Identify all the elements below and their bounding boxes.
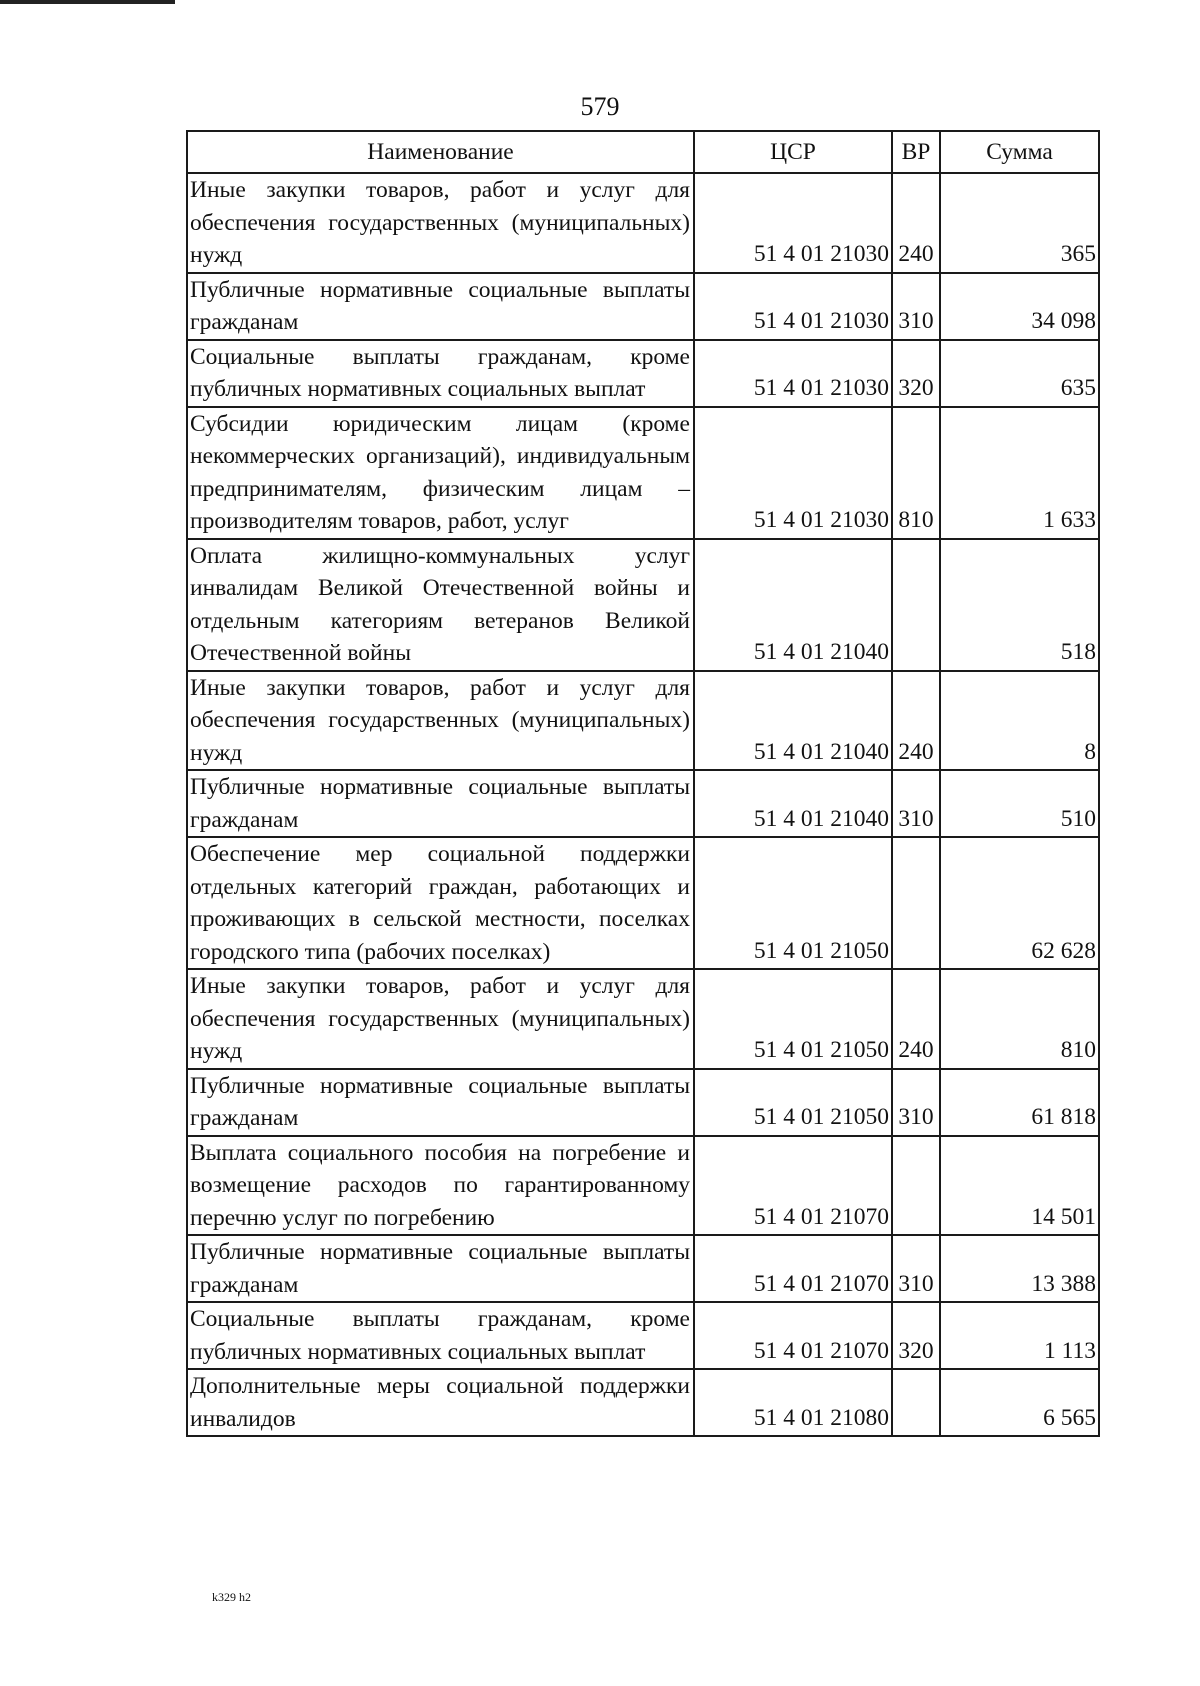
row-vr: 810 — [892, 407, 940, 539]
table-row — [187, 539, 1099, 671]
row-sum: 34 098 — [940, 273, 1099, 340]
header-vr: ВР — [892, 131, 940, 173]
row-vr — [892, 837, 940, 969]
table-row — [187, 273, 1099, 340]
row-csr: 51 4 01 21030 — [694, 273, 892, 340]
header-csr: ЦСР — [694, 131, 892, 173]
row-name: Дополнительные меры социальной поддержки инвалидов — [187, 1369, 694, 1436]
row-sum: 61 818 — [940, 1069, 1099, 1136]
row-sum: 8 — [940, 671, 1099, 771]
row-name: Публичные нормативные социальные выплаты гражданам — [187, 1069, 694, 1136]
row-sum: 62 628 — [940, 837, 1099, 969]
row-name: Выплата социального пособия на погребение и возмещение расходов по гарантированному перечню услуг по погребению — [187, 1136, 694, 1236]
row-csr: 51 4 01 21050 — [694, 1069, 892, 1136]
row-name: Публичные нормативные социальные выплаты гражданам — [187, 1235, 694, 1302]
row-sum: 365 — [940, 173, 1099, 273]
row-csr: 51 4 01 21040 — [694, 539, 892, 671]
header-name: Наименование — [187, 131, 694, 173]
scan-edge-line — [0, 0, 175, 4]
document-code: k329 h2 — [212, 1590, 251, 1604]
row-vr — [892, 539, 940, 671]
row-csr: 51 4 01 21070 — [694, 1136, 892, 1236]
row-sum: 6 565 — [940, 1369, 1099, 1436]
row-vr: 240 — [892, 173, 940, 273]
row-vr: 310 — [892, 1235, 940, 1302]
table-body — [187, 173, 1099, 1436]
row-sum: 13 388 — [940, 1235, 1099, 1302]
row-name: Публичные нормативные социальные выплаты гражданам — [187, 770, 694, 837]
row-sum: 810 — [940, 969, 1099, 1069]
row-name: Иные закупки товаров, работ и услуг для обеспечения государственных (муниципальных) нужд — [187, 969, 694, 1069]
table-row — [187, 1235, 1099, 1302]
table-row — [187, 671, 1099, 771]
row-name: Публичные нормативные социальные выплаты гражданам — [187, 273, 694, 340]
row-sum: 510 — [940, 770, 1099, 837]
table-row — [187, 1302, 1099, 1369]
header-row — [187, 131, 1099, 173]
table-row — [187, 1136, 1099, 1236]
row-sum: 518 — [940, 539, 1099, 671]
page-number: 579 — [580, 92, 620, 121]
row-csr: 51 4 01 21040 — [694, 770, 892, 837]
row-vr: 310 — [892, 273, 940, 340]
row-sum: 635 — [940, 340, 1099, 407]
row-csr: 51 4 01 21050 — [694, 969, 892, 1069]
row-csr: 51 4 01 21030 — [694, 340, 892, 407]
table-row — [187, 173, 1099, 273]
row-name: Обеспечение мер социальной поддержки отдельных категорий граждан, работающих и проживающих в сельской местности, поселках городского типа (рабочих поселках) — [187, 837, 694, 969]
table-row — [187, 969, 1099, 1069]
row-csr: 51 4 01 21040 — [694, 671, 892, 771]
row-sum: 14 501 — [940, 1136, 1099, 1236]
table-row — [187, 340, 1099, 407]
row-csr: 51 4 01 21070 — [694, 1235, 892, 1302]
row-vr: 240 — [892, 671, 940, 771]
budget-table — [186, 130, 1100, 1437]
table-header — [187, 131, 1099, 173]
row-name: Социальные выплаты гражданам, кроме публичных нормативных социальных выплат — [187, 340, 694, 407]
table-row — [187, 1069, 1099, 1136]
row-sum: 1 633 — [940, 407, 1099, 539]
row-csr: 51 4 01 21050 — [694, 837, 892, 969]
row-vr — [892, 1136, 940, 1236]
row-name: Оплата жилищно-коммунальных услуг инвалидам Великой Отечественной войны и отдельным категориям ветеранов Великой Отечественной войны — [187, 539, 694, 671]
table-row — [187, 770, 1099, 837]
row-vr: 240 — [892, 969, 940, 1069]
header-sum: Сумма — [940, 131, 1099, 173]
row-vr: 320 — [892, 1302, 940, 1369]
table-row — [187, 837, 1099, 969]
row-vr: 310 — [892, 1069, 940, 1136]
table-row — [187, 1369, 1099, 1436]
row-name: Социальные выплаты гражданам, кроме публичных нормативных социальных выплат — [187, 1302, 694, 1369]
row-name: Субсидии юридическим лицам (кроме некоммерческих организаций), индивидуальным предпринимателям, физическим лицам – производителям товаров, работ, услуг — [187, 407, 694, 539]
row-vr — [892, 1369, 940, 1436]
table-row — [187, 407, 1099, 539]
row-vr: 310 — [892, 770, 940, 837]
row-vr: 320 — [892, 340, 940, 407]
row-csr: 51 4 01 21070 — [694, 1302, 892, 1369]
row-csr: 51 4 01 21080 — [694, 1369, 892, 1436]
row-name: Иные закупки товаров, работ и услуг для обеспечения государственных (муниципальных) нужд — [187, 173, 694, 273]
row-csr: 51 4 01 21030 — [694, 173, 892, 273]
row-csr: 51 4 01 21030 — [694, 407, 892, 539]
row-sum: 1 113 — [940, 1302, 1099, 1369]
row-name: Иные закупки товаров, работ и услуг для обеспечения государственных (муниципальных) нужд — [187, 671, 694, 771]
